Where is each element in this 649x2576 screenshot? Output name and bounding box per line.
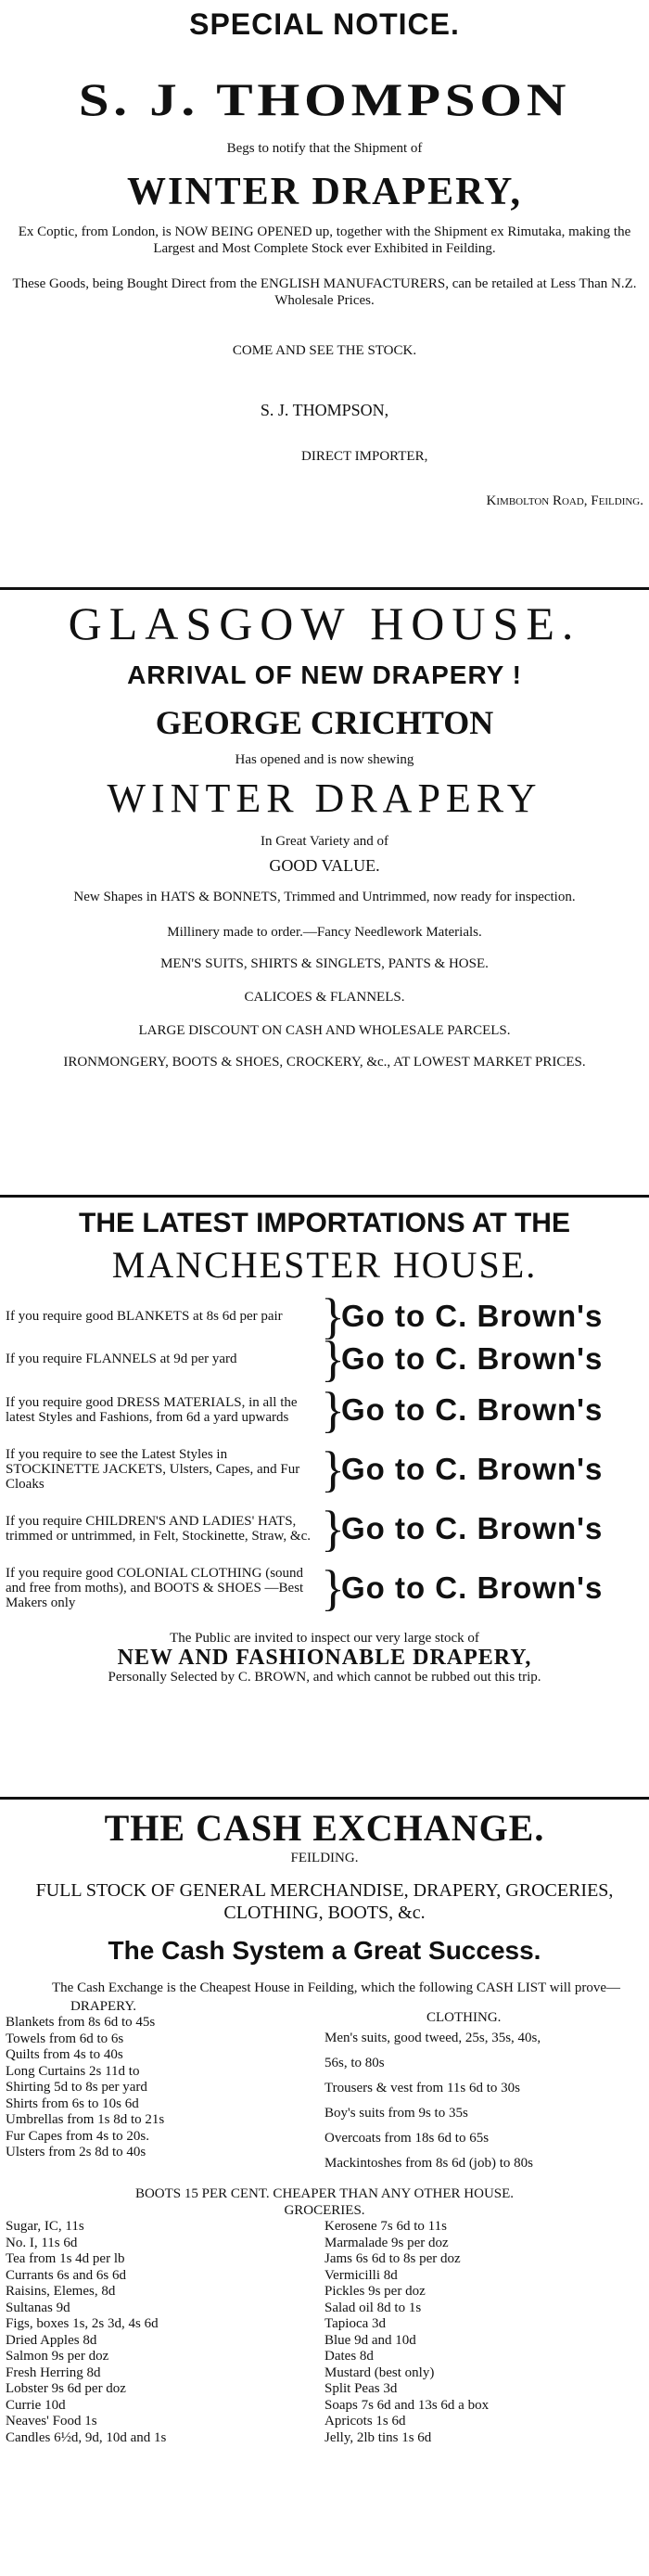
calicoes-text: CALICOES & FLANNELS.: [244, 990, 405, 1005]
grocery-item: Raisins, Elemes, 8d: [6, 2284, 116, 2299]
invite-text: The Public are invited to inspect our very large stock of: [170, 1631, 479, 1646]
ironmongery-text: IRONMONGERY, BOOTS & SHOES, CROCKERY, &c., AT LOWEST MARKET PRICES.: [63, 1055, 586, 1070]
groceries-right-list: [324, 2219, 643, 2446]
brace-glyph: }: [321, 1560, 345, 1616]
grocery-item: Jelly, 2lb tins 1s 6d: [324, 2429, 432, 2445]
brown-offer-text: If you require good COLONIAL CLOTHING (sound and free from moths), and BOOTS & SHOES —Best Makers only: [6, 1566, 304, 1610]
glasgow-title: GLASGOW HOUSE.: [68, 597, 581, 649]
groceries-columns: [0, 2219, 649, 2446]
grocery-item: Soaps 7s 6d and 13s 6d a box: [324, 2397, 490, 2413]
grocery-item: Currants 6s and 6s 6d: [6, 2267, 126, 2283]
clothing-item: 56s, to 80s: [324, 2056, 385, 2070]
go-to-brown-text: Go to C. Brown's: [341, 1452, 604, 1486]
clothing-item: Boy's suits from 9s to 35s: [324, 2106, 468, 2121]
drapery-item: Umbrellas from 1s 8d to 21s: [6, 2112, 165, 2127]
grocery-item: Split Peas 3d: [324, 2381, 398, 2396]
drapery-list: [6, 2015, 324, 2161]
grocery-item: Tea from 1s 4d per lb: [6, 2251, 125, 2266]
new-fashionable-drapery: NEW AND FASHIONABLE DRAPERY,: [117, 1646, 532, 1670]
feilding-text: FEILDING.: [290, 1851, 359, 1865]
selected-text: Personally Selected by C. BROWN, and which cannot be rubbed out this trip.: [108, 1670, 541, 1685]
grocery-item: No. I, 11s 6d: [6, 2235, 78, 2250]
begs-text: Begs to notify that the Shipment of: [226, 141, 423, 156]
clothing-column: [324, 1998, 643, 2176]
drapery-item: Quilts from 4s to 40s: [6, 2047, 123, 2062]
go-to-brown-text: Go to C. Brown's: [341, 1392, 604, 1427]
grocery-item: Kerosene 7s 6d to 11s: [324, 2219, 447, 2234]
grocery-item: Marmalade 9s per doz: [324, 2235, 449, 2250]
drapery-item: Towels from 6d to 6s: [6, 2031, 124, 2046]
cash-exchange-advert: [0, 1800, 649, 2576]
latest-importations-heading: THE LATEST IMPORTATIONS AT THE: [79, 1208, 570, 1238]
drapery-item: Blankets from 8s 6d to 45s: [6, 2015, 156, 2030]
drapery-column: [6, 1998, 324, 2176]
opened-text: Has opened and is now shewing: [235, 752, 414, 767]
brown-offer-text: If you require good DRESS MATERIALS, in all the latest Styles and Fashions, from 6d a yard upwards: [6, 1395, 298, 1425]
signature-title: DIRECT IMPORTER,: [301, 449, 428, 464]
cash-list-intro: The Cash Exchange is the Cheapest House in Feilding, which the following CASH LIST will prove—: [52, 1980, 620, 1995]
cash-exchange-title: THE CASH EXCHANGE.: [104, 1807, 545, 1849]
clothing-item: Trousers & vest from 11s 6d to 30s: [324, 2081, 520, 2095]
grocery-item: Salmon 9s per doz: [6, 2349, 109, 2364]
brown-offer-text: If you require FLANNELS at 9d per yard: [6, 1352, 237, 1366]
drapery-item: Shirting 5d to 8s per yard: [6, 2080, 147, 2095]
clothing-list: [324, 2026, 643, 2176]
brown-offer-row: [6, 1381, 643, 1439]
ex-coptic-text: Ex Coptic, from London, is NOW BEING OPENED up, together with the Shipment ex Rimutaka, making the Largest and Most Complete Stock ever Exhibited in Feilding.: [18, 224, 631, 256]
go-to-brown-text: Go to C. Brown's: [341, 1511, 604, 1545]
brown-offer-text: If you require good BLANKETS at 8s 6d per pair: [6, 1309, 283, 1324]
grocery-item: Tapioca 3d: [324, 2316, 387, 2331]
thompson-advert: [0, 0, 649, 590]
grocery-item: Blue 9d and 10d: [324, 2332, 416, 2348]
brace-glyph: }: [321, 1382, 345, 1438]
winter-drapery-title: WINTER DRAPERY,: [126, 171, 523, 213]
grocery-item: Vermicilli 8d: [324, 2267, 398, 2283]
manchester-title: MANCHESTER HOUSE.: [111, 1244, 538, 1286]
crichton-name: GEORGE CRICHTON: [155, 704, 494, 741]
brown-offer-text: If you require CHILDREN'S AND LADIES' HATS, trimmed or untrimmed, in Felt, Stockinette, Straw, &c.: [6, 1514, 311, 1544]
drapery-item: Fur Capes from 4s to 20s.: [6, 2128, 149, 2144]
brown-offer-row: [6, 1331, 643, 1387]
full-stock-text: FULL STOCK OF GENERAL MERCHANDISE, DRAPERY, GROCERIES, CLOTHING, BOOTS, &c.: [35, 1880, 614, 1923]
clothing-item: Men's suits, good tweed, 25s, 35s, 40s,: [324, 2031, 541, 2045]
come-see-text: COME AND SEE THE STOCK.: [232, 343, 417, 358]
groceries-heading: GROCERIES.: [284, 2203, 365, 2218]
grocery-item: Apricots 1s 6d: [324, 2414, 406, 2429]
brace-glyph: }: [321, 1442, 345, 1497]
drapery-item: Shirts from 6s to 10s 6d: [6, 2095, 139, 2111]
grocery-item: Pickles 9s per doz: [324, 2284, 426, 2299]
arrival-heading: ARRIVAL OF NEW DRAPERY !: [127, 660, 522, 689]
brown-offer-text: If you require to see the Latest Styles in STOCKINETTE JACKETS, Ulsters, Capes, and Fur Cloaks: [6, 1447, 300, 1492]
brown-offer-row: [6, 1500, 643, 1557]
go-to-brown-text: Go to C. Brown's: [341, 1570, 604, 1605]
special-notice-heading: SPECIAL NOTICE.: [189, 7, 460, 41]
winter-drapery-title-2: WINTER DRAPERY: [107, 775, 542, 821]
groceries-left-list: [6, 2219, 324, 2446]
grocery-item: Neaves' Food 1s: [6, 2414, 97, 2429]
goods-text: These Goods, being Bought Direct from the ENGLISH MANUFACTURERS, can be retailed at Less Than N.Z. Wholesale Prices.: [12, 276, 637, 308]
grocery-item: Jams 6s 6d to 8s per doz: [324, 2251, 461, 2266]
drapery-item: Long Curtains 2s 11d to: [6, 2063, 140, 2079]
boots-text: BOOTS 15 PER CENT. CHEAPER THAN ANY OTHER HOUSE.: [134, 2186, 515, 2201]
signature-name: S. J. THOMPSON,: [260, 401, 389, 419]
grocery-item: Dried Apples 8d: [6, 2332, 97, 2348]
millinery-text: Millinery made to order.—Fancy Needlework Materials.: [167, 925, 482, 940]
grocery-item: Sugar, IC, 11s: [6, 2219, 84, 2234]
suits-text: MEN'S SUITS, SHIRTS & SINGLETS, PANTS & HOSE.: [160, 956, 489, 971]
go-to-brown-text: Go to C. Brown's: [341, 1299, 604, 1333]
thompson-name: S. J. THOMPSON: [78, 73, 571, 125]
brace-glyph: }: [321, 1331, 345, 1387]
grocery-item: Dates 8d: [324, 2349, 374, 2364]
grocery-item: Figs, boxes 1s, 2s 3d, 4s 6d: [6, 2316, 159, 2331]
clothing-heading: CLOTHING.: [426, 2010, 502, 2025]
grocery-item: Candles 6½d, 9d, 10d and 1s: [6, 2429, 167, 2445]
brace-glyph: }: [321, 1501, 345, 1557]
drapery-heading: DRAPERY.: [70, 1999, 137, 2014]
drapery-clothing-columns: [0, 1998, 649, 2176]
grocery-item: Salad oil 8d to 1s: [324, 2300, 422, 2315]
signature-address: Kimbolton Road, Feilding.: [486, 493, 643, 508]
grocery-item: Lobster 9s 6d per doz: [6, 2381, 126, 2396]
brown-offer-row: [6, 1441, 643, 1498]
glasgow-house-advert: [0, 590, 649, 1198]
discount-text: LARGE DISCOUNT ON CASH AND WHOLESALE PARCELS.: [138, 1023, 511, 1038]
brown-offer-row: [6, 1559, 643, 1617]
grocery-item: Sultanas 9d: [6, 2300, 70, 2315]
brace-glyph: }: [321, 1288, 345, 1344]
clothing-item: Overcoats from 18s 6d to 65s: [324, 2131, 490, 2146]
clothing-item: Mackintoshes from 8s 6d (job) to 80s: [324, 2156, 533, 2171]
grocery-item: Mustard (best only): [324, 2365, 435, 2380]
grocery-item: Fresh Herring 8d: [6, 2365, 101, 2380]
drapery-item: Ulsters from 2s 8d to 40s: [6, 2145, 146, 2159]
good-value-text: GOOD VALUE.: [269, 856, 380, 875]
variety-text: In Great Variety and of: [260, 834, 388, 849]
brown-offer-list: [0, 1287, 649, 1617]
go-to-brown-text: Go to C. Brown's: [341, 1341, 604, 1376]
grocery-item: Currie 10d: [6, 2397, 66, 2413]
manchester-house-advert: [0, 1198, 649, 1800]
cash-system-heading: The Cash System a Great Success.: [108, 1936, 541, 1965]
hats-text: New Shapes in HATS & BONNETS, Trimmed and Untrimmed, now ready for inspection.: [73, 890, 576, 904]
